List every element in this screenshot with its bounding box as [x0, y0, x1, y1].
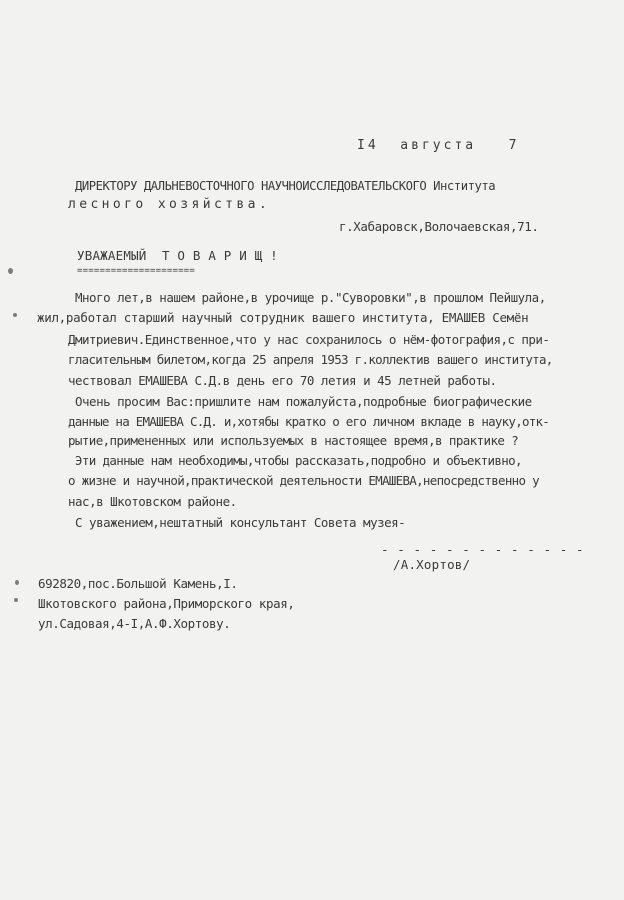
- salutation-underline: =====================: [77, 266, 195, 276]
- signature: /А.Хортов/: [393, 557, 471, 572]
- paragraph-1-line-1: Много лет,в нашем районе,в урочище р."Суворовки",в прошлом Пейшула,: [75, 290, 546, 305]
- signature-line: - - - - - - - - - - - - -: [381, 542, 585, 557]
- salutation: УВАЖАЕМЫЙ Т О В А Р И Щ !: [77, 248, 278, 263]
- paragraph-3-line-1: Эти данные нам необходимы,чтобы рассказать,подробно и объективно,: [75, 453, 522, 468]
- paragraph-3-line-3: нас,в Шкотовском районе.: [68, 494, 237, 509]
- addressee-line-2: лесного хозяйства.: [68, 197, 271, 212]
- ink-blot: [15, 580, 19, 585]
- ink-blot: [13, 313, 17, 317]
- addressee-address: г.Хабаровск,Волочаевская,71.: [339, 219, 539, 234]
- closing: С уважением,нештатный консультант Совета музея-: [75, 515, 406, 530]
- letter-date: I4 августа 7: [357, 138, 520, 153]
- paragraph-3-line-2: о жизне и научной,практической деятельности ЕМАШЕВА,непосредственно у: [68, 473, 539, 488]
- return-address-line-1: 692820,пос.Большой Камень,I.: [38, 576, 238, 591]
- paragraph-2-line-3: рытие,примененных или используемых в настоящее время,в практике ?: [68, 433, 519, 448]
- paragraph-1-line-4: гласительным билетом,когда 25 апреля 1953 г.коллектив вашего института,: [68, 352, 553, 367]
- ink-blot: [14, 598, 18, 602]
- paragraph-1-line-3: Дмитриевич.Единственное,что у нас сохранилось о нём-фотография,с при-: [68, 332, 550, 347]
- return-address-line-2: Шкотовского района,Приморского края,: [38, 596, 295, 611]
- paragraph-2-line-1: Очень просим Вас:пришлите нам пожалуйста,подробные биографические: [75, 394, 532, 409]
- paragraph-1-line-2: жил,работал старший научный сотрудник вашего института, ЕМАШЕВ Семён: [37, 310, 529, 325]
- paragraph-2-line-2: данные на ЕМАШЕВА С.Д. и,хотябы кратко о его личном вкладе в науку,отк-: [68, 414, 550, 429]
- ink-blot: [8, 268, 13, 274]
- paragraph-1-line-5: чествовал ЕМАШЕВА С.Д.в день его 70 летия и 45 летней работы.: [68, 373, 497, 388]
- addressee-line-1: ДИРЕКТОРУ ДАЛЬНЕВОСТОЧНОГО НАУЧНОИССЛЕДОВАТЕЛЬСКОГО Института: [75, 179, 496, 193]
- return-address-line-3: ул.Садовая,4-I,А.Ф.Хортову.: [38, 616, 231, 631]
